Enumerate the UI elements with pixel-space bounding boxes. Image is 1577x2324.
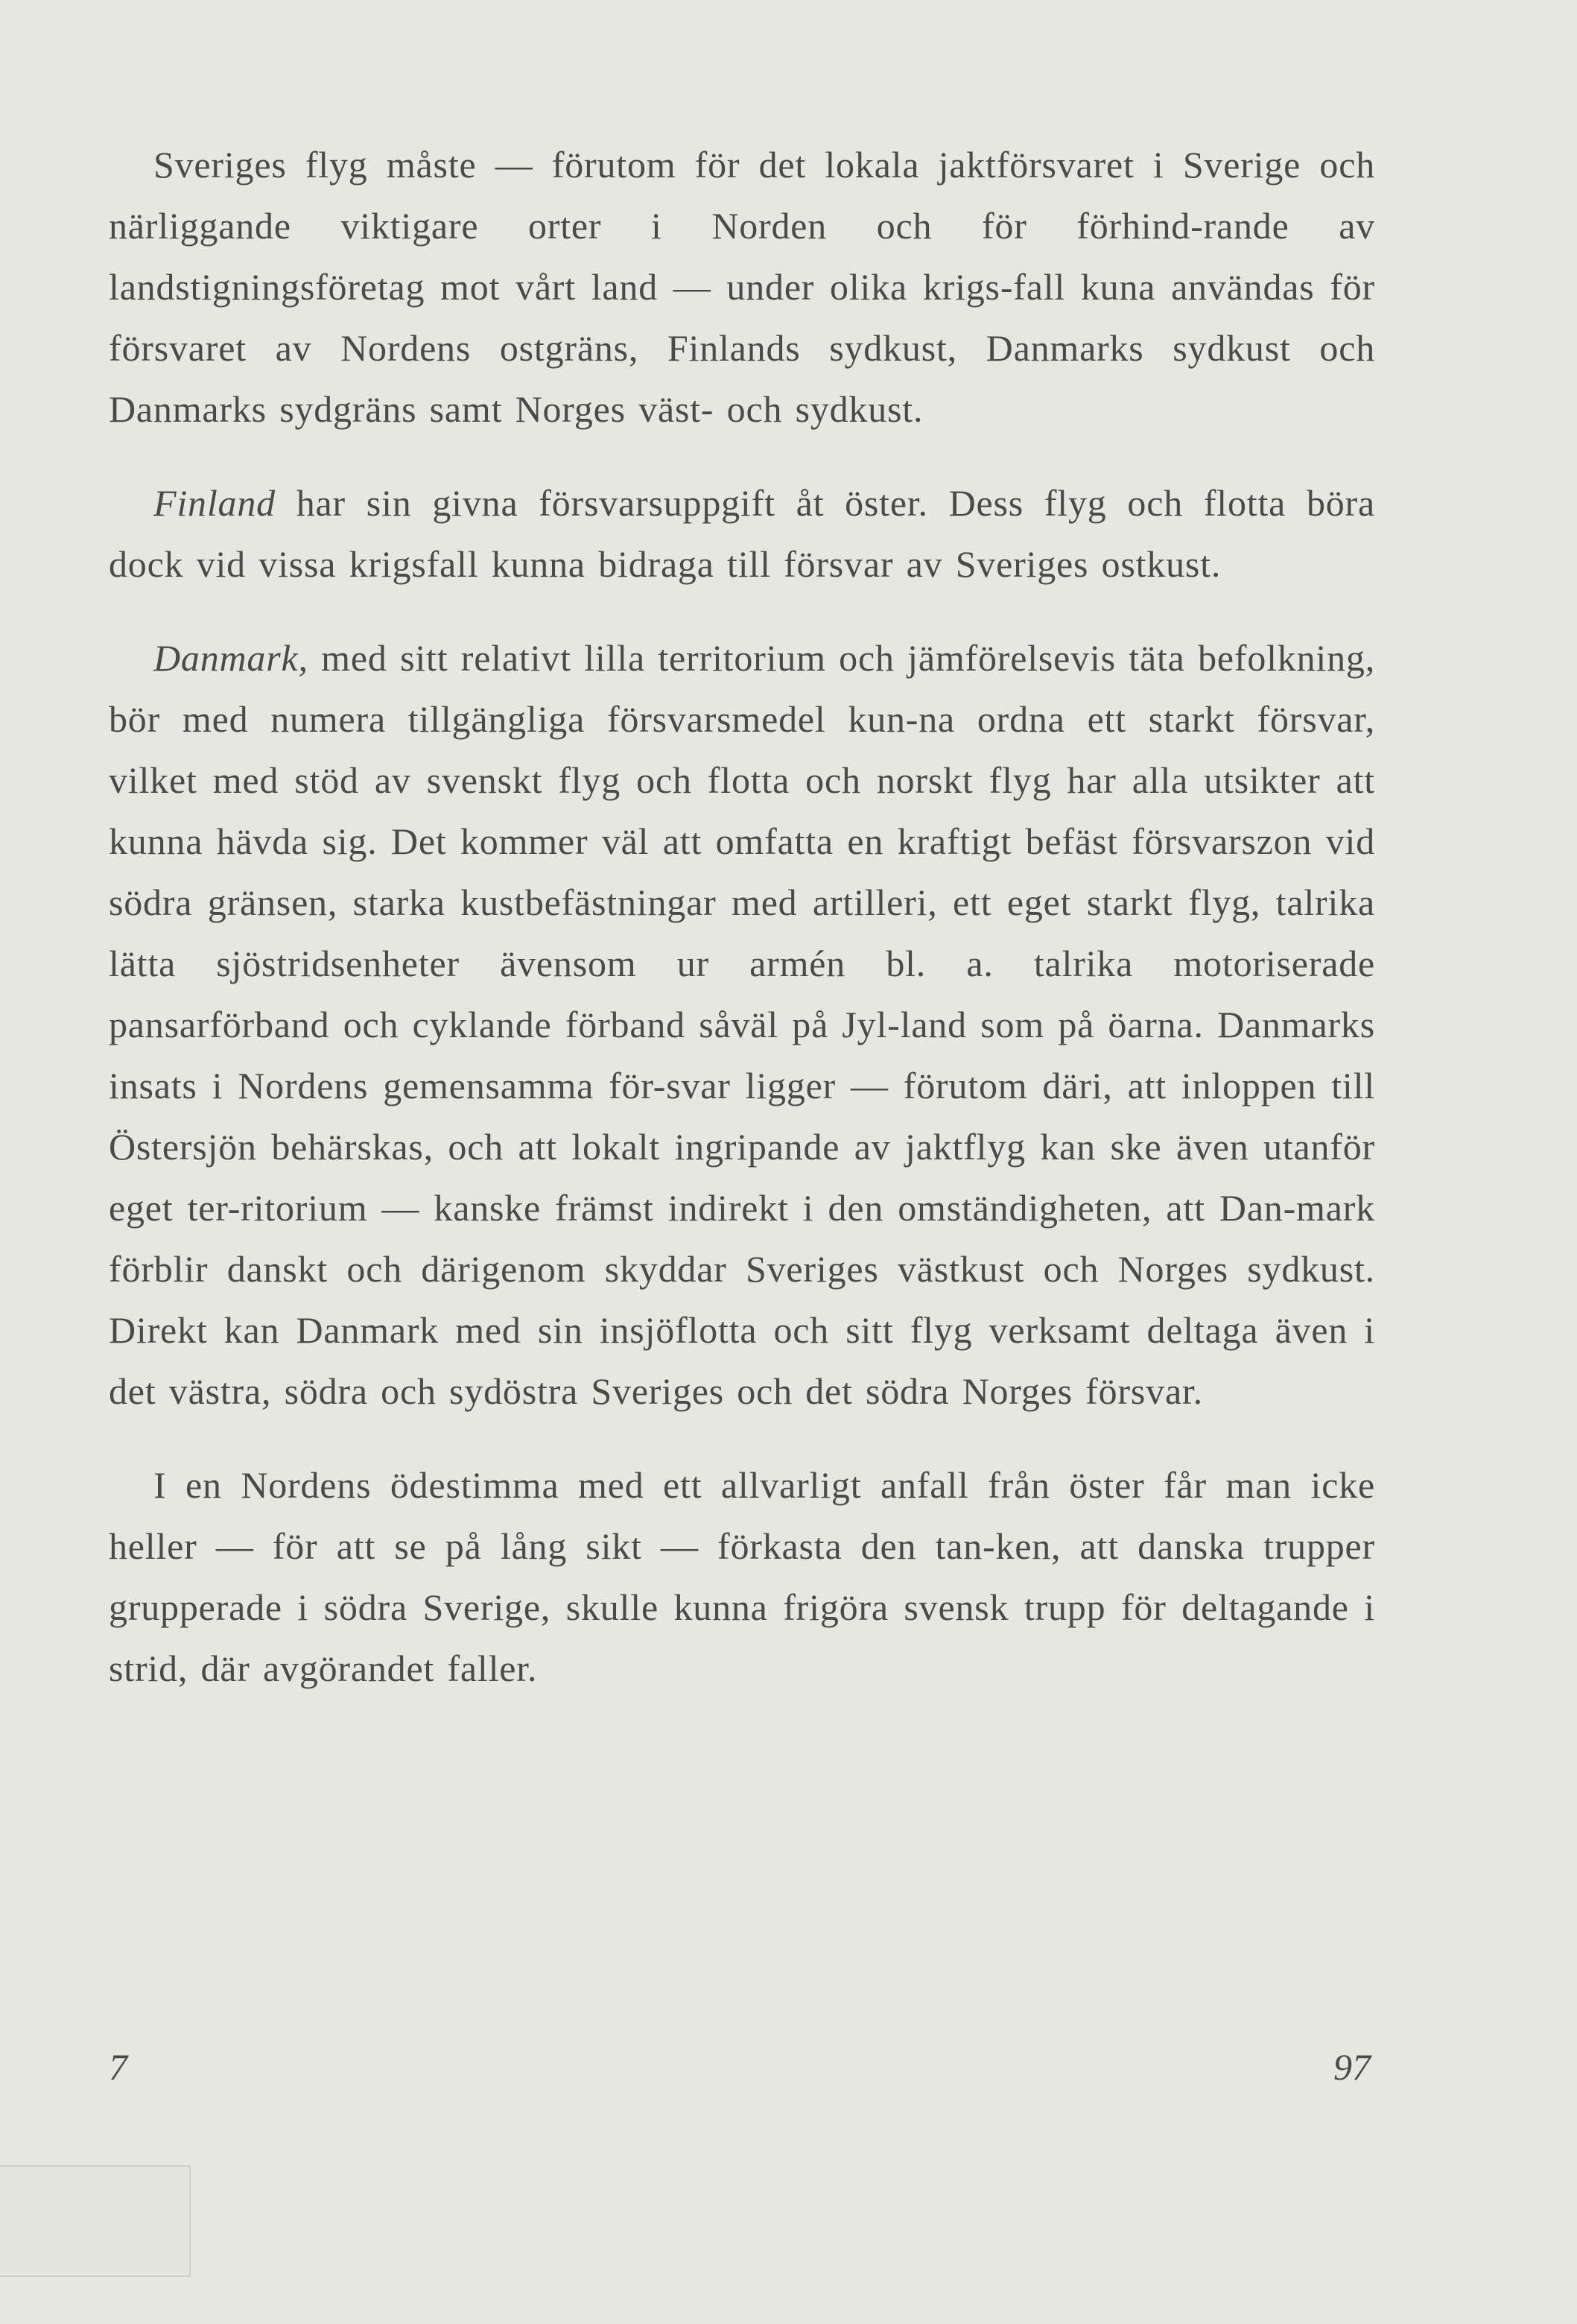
paragraph-2-lead: Finland [153,482,276,524]
paragraph-3-text: med sitt relativt lilla territorium och jämförelsevis täta befolkning, bör med numera tillgängliga försvarsmedel kun-na ordna ett starkt försvar, vilket med stöd av svenskt flyg och flotta och norskt flyg har alla utsikter att kunna hävda sig. Det kommer väl att omfatta en kraftigt befäst försvarszon vid södra gränsen, starka kustbefästningar med artilleri, ett eget starkt flyg, talrika lätta sjöstridsenheter ävensom ur armén bl. a. talrika motoriserade pansarförband och cyklande förband såväl på Jyl-land som på öarna. Danmarks insats i Nordens gemensamma för-svar ligger — förutom däri, att inloppen till Östersjön behärskas, och att lokalt ingripande av jaktflyg kan ske även utanför eget ter-ritorium — kanske främst indirekt i den omständigheten, att Dan-mark förblir danskt och därigenom skyddar Sveriges västkust och Norges sydkust. Direkt kan Danmark med sin insjöflotta och sitt flyg verksamt deltaga även i det västra, södra och sydöstra Sveriges och det södra Norges försvar. [109,637,1375,1412]
body-text [109,134,1375,1732]
page-number: 97 [1333,2046,1371,2088]
scan-edge-tab [0,2165,191,2277]
paragraph-3 [109,627,1375,1422]
paragraph-1-text: Sveriges flyg måste — förutom för det lokala jaktförsvaret i Sverige och närliggande viktigare orter i Norden och för förhind-rande av landstigningsföretag mot vårt land — under olika krigs-fall kuna användas för försvaret av Nordens ostgräns, Finlands sydkust, Danmarks sydkust och Danmarks sydgräns samt Norges väst- och sydkust. [109,144,1375,430]
paragraph-2-text: har sin givna försvarsuppgift åt öster. Dess flyg och flotta böra dock vid vissa krigsfall kunna bidraga till försvar av Sveriges ostkust. [109,482,1375,585]
paragraph-1 [109,134,1375,440]
paragraph-2 [109,472,1375,595]
paragraph-3-lead: Danmark, [153,637,308,679]
signature-mark: 7 [109,2046,127,2088]
paragraph-4 [109,1454,1375,1699]
paragraph-4-text: I en Nordens ödestimma med ett allvarligt anfall från öster får man icke heller — för att se på lång sikt — förkasta den tan-ken, att danska trupper grupperade i södra Sverige, skulle kunna frigöra svensk trupp för deltagande i strid, där avgörandet faller. [109,1464,1375,1689]
